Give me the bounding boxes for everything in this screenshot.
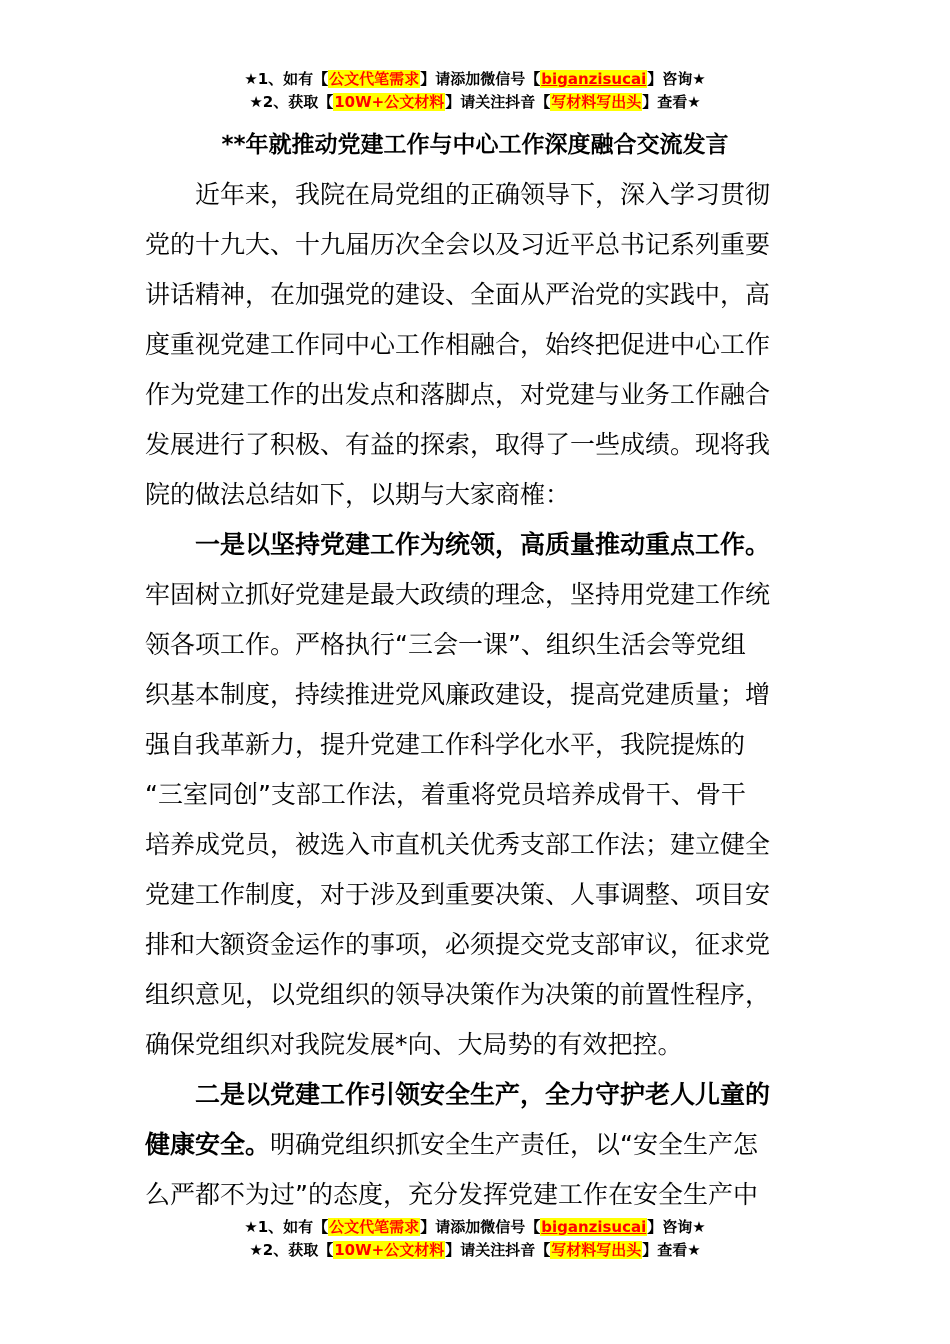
promo-highlight: 10W+公文材料 (334, 93, 445, 111)
paragraph-line (145, 870, 810, 920)
line-text: 领各项工作。严格执行“三会一课”、组织生活会等党组 (145, 630, 746, 659)
promo-highlight: 10W+公文材料 (334, 1241, 445, 1259)
paragraph-line (145, 470, 810, 520)
paragraph-line (145, 1170, 810, 1220)
wechat-id-highlight: biganzisucai (541, 1218, 647, 1236)
promo-line-1: ★1、如有【公文代笔需求】请添加微信号【biganzisucai】咨询★ (244, 1218, 706, 1236)
line-text: 作为党建工作的出发点和落脚点，对党建与业务工作融合 (145, 380, 771, 409)
promo-line-2: ★2、获取【10W+公文材料】请关注抖音【写材料写出头】查看★ (249, 93, 701, 111)
promo-banner-top (0, 68, 950, 114)
line-text: 排和大额资金运作的事项，必须提交党支部审议，征求党 (145, 930, 771, 959)
line-text: 组织意见，以党组织的领导决策作为决策的前置性程序， (145, 980, 771, 1009)
promo-highlight: 公文代笔需求 (329, 1218, 420, 1236)
paragraph-line (145, 1020, 810, 1070)
line-text: 院的做法总结如下，以期与大家商榷： (145, 480, 571, 509)
line-text: 讲话精神，在加强党的建设、全面从严治党的实践中，高 (145, 280, 771, 309)
paragraph-line (145, 920, 810, 970)
line-text: 强自我革新力，提升党建工作科学化水平，我院提炼的 (145, 730, 746, 759)
paragraph-line (145, 420, 810, 470)
paragraph-line (145, 170, 810, 220)
bold-heading-text: 一是以坚持党建工作为统领，高质量推动重点工作。 (195, 530, 771, 559)
line-text: 党建工作制度，对于涉及到重要决策、人事调整、项目安 (145, 880, 771, 909)
paragraph-line (145, 220, 810, 270)
paragraph-line (145, 270, 810, 320)
line-text: 度重视党建工作同中心工作相融合，始终把促进中心工作 (145, 330, 771, 359)
paragraph-line (145, 1120, 810, 1170)
promo-line-1: ★1、如有【公文代笔需求】请添加微信号【biganzisucai】咨询★ (244, 70, 706, 88)
line-text: 牢固树立抓好党建是最大政绩的理念，坚持用党建工作统 (145, 580, 771, 609)
paragraph-line (145, 970, 810, 1020)
bold-heading-text: 二是以党建工作引领安全生产，全力守护老人儿童的 (195, 1080, 771, 1109)
paragraph-line (145, 570, 810, 620)
line-text: 党的十九大、十九届历次全会以及习近平总书记系列重要 (145, 230, 771, 259)
paragraph-line (145, 820, 810, 870)
document-title: **年就推动党建工作与中心工作深度融合交流发言 (221, 132, 729, 158)
line-text: 明确党组织抓安全生产责任，以“安全生产怎 (270, 1130, 758, 1159)
line-text: 培养成党员，被选入市直机关优秀支部工作法；建立健全 (145, 830, 771, 859)
douyin-account-highlight: 写材料写出头 (551, 93, 642, 111)
line-text: 么严都不为过”的态度，充分发挥党建工作在安全生产中 (145, 1180, 758, 1209)
douyin-account-highlight: 写材料写出头 (551, 1241, 642, 1259)
promo-line-2: ★2、获取【10W+公文材料】请关注抖音【写材料写出头】查看★ (249, 1241, 701, 1259)
promo-highlight: 公文代笔需求 (329, 70, 420, 88)
line-text: 织基本制度，持续推进党风廉政建设，提高党建质量；增 (145, 680, 771, 709)
line-text: “三室同创”支部工作法，着重将党员培养成骨干、骨干 (145, 780, 746, 809)
paragraph-line (145, 1070, 810, 1120)
paragraph-line (145, 370, 810, 420)
line-text: 发展进行了积极、有益的探索，取得了一些成绩。现将我 (145, 430, 771, 459)
promo-banner-bottom (0, 1216, 950, 1262)
paragraph-line (145, 320, 810, 370)
paragraph-line (145, 620, 810, 670)
paragraph-line (145, 670, 810, 720)
line-text: 确保党组织对我院发展*向、大局势的有效把控。 (145, 1030, 683, 1059)
bold-heading-text: 健康安全。 (145, 1130, 271, 1159)
line-text: 近年来，我院在局党组的正确领导下，深入学习贯彻 (195, 180, 771, 209)
wechat-id-highlight: biganzisucai (541, 70, 647, 88)
document-body (145, 170, 810, 1220)
paragraph-line (145, 520, 810, 570)
paragraph-line (145, 770, 810, 820)
paragraph-line (145, 720, 810, 770)
